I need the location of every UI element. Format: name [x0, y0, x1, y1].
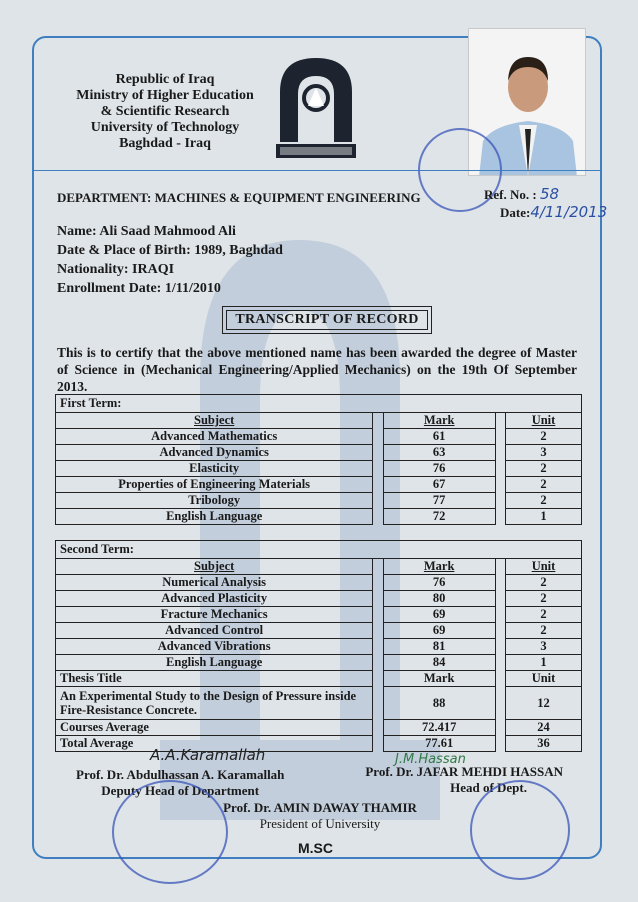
table-row: [56, 655, 582, 671]
unit-cell: 2: [506, 461, 582, 477]
thesis-title: An Experimental Study to the Design of Pressure inside Fire-Resistance Concrete.: [56, 687, 373, 720]
table-row: [56, 639, 582, 655]
table-row: [56, 445, 582, 461]
transcript-title: TRANSCRIPT OF RECORD: [226, 310, 428, 330]
student-info: [57, 222, 283, 298]
unit-cell: 1: [506, 509, 582, 525]
mark-cell: 77: [383, 493, 495, 509]
mark-cell: 76: [383, 461, 495, 477]
president-block: [205, 800, 435, 832]
column-subject: Subject: [56, 559, 373, 575]
subject-cell: Tribology: [56, 493, 373, 509]
unit-cell: 2: [506, 607, 582, 623]
thesis-label: Thesis Title: [56, 671, 373, 687]
signature-right: J.M.Hassan: [395, 752, 466, 767]
column-subject: Subject: [56, 413, 373, 429]
student-enrollment: Enrollment Date: 1/11/2010: [57, 281, 221, 296]
president-title: President of University: [259, 816, 381, 831]
student-name: Name: Ali Saad Mahmood Ali: [57, 224, 236, 239]
subject-cell: Advanced Mathematics: [56, 429, 373, 445]
president-name: Prof. Dr. AMIN DAWAY THAMIR: [223, 800, 417, 815]
ref-label: Ref. No. :: [484, 187, 537, 202]
unit-cell: 2: [506, 591, 582, 607]
mark-cell: 72: [383, 509, 495, 525]
courses-average-mark: 72.417: [383, 720, 495, 736]
signature-left: A.A.Karamallah: [150, 746, 266, 764]
column-unit: Unit: [506, 413, 582, 429]
total-average-unit: 36: [506, 736, 582, 752]
column-mark: Mark: [383, 559, 495, 575]
header-line: Baghdad - Iraq: [119, 136, 211, 151]
ref-number: 58: [539, 185, 560, 203]
subject-cell: English Language: [56, 655, 373, 671]
student-birth: Date & Place of Birth: 1989, Baghdad: [57, 243, 283, 258]
second-term-table: [55, 540, 582, 752]
table-row: [56, 623, 582, 639]
subject-cell: Fracture Mechanics: [56, 607, 373, 623]
unit-cell: 2: [506, 429, 582, 445]
header-line: Republic of Iraq: [115, 72, 215, 87]
subject-cell: English Language: [56, 509, 373, 525]
unit-cell: 2: [506, 575, 582, 591]
table-row: [56, 607, 582, 623]
date-label: Date:: [500, 205, 531, 220]
head-of-dept-name: Prof. Dr. JAFAR MEHDI HASSAN: [365, 764, 563, 779]
subject-cell: Advanced Control: [56, 623, 373, 639]
thesis-unit: 12: [506, 687, 582, 720]
deputy-stamp: [112, 780, 228, 884]
certification-text: This is to certify that the above mentioned name has been awarded the degree of Master of Science in (Mechanical Engineering/Applied Mechanics) on the 19th Of September 2013.: [57, 345, 577, 394]
deputy-head-title: Deputy Head of Department: [101, 783, 260, 798]
table-row: [56, 477, 582, 493]
head-of-dept-stamp: [470, 780, 570, 880]
deputy-head-name: Prof. Dr. Abdulhassan A. Karamallah: [76, 767, 285, 782]
unit-cell: 3: [506, 639, 582, 655]
department-title: DEPARTMENT: MACHINES & EQUIPMENT ENGINEERING: [57, 190, 421, 205]
table-row: [56, 461, 582, 477]
table-row: [56, 493, 582, 509]
mark-cell: 81: [383, 639, 495, 655]
mark-cell: 61: [383, 429, 495, 445]
courses-average-unit: 24: [506, 720, 582, 736]
mark-cell: 84: [383, 655, 495, 671]
unit-cell: 1: [506, 655, 582, 671]
mark-cell: 80: [383, 591, 495, 607]
mark-cell: 63: [383, 445, 495, 461]
subject-cell: Elasticity: [56, 461, 373, 477]
transcript-title-box: [222, 306, 432, 334]
issuer-header: [75, 72, 255, 152]
first-term-table: [55, 394, 582, 525]
mark-cell: 69: [383, 623, 495, 639]
column-mark: Mark: [383, 413, 495, 429]
mark-cell: 69: [383, 607, 495, 623]
total-average-mark: 77.61: [383, 736, 495, 752]
table-row: [56, 509, 582, 525]
university-logo-icon: [270, 52, 362, 160]
unit-cell: 3: [506, 445, 582, 461]
header-line: & Scientific Research: [100, 104, 230, 119]
reference-block: [484, 185, 607, 221]
courses-average-label: Courses Average: [56, 720, 373, 736]
mark-cell: 76: [383, 575, 495, 591]
subject-cell: Properties of Engineering Materials: [56, 477, 373, 493]
unit-cell: 2: [506, 493, 582, 509]
subject-cell: Numerical Analysis: [56, 575, 373, 591]
unit-cell: 2: [506, 623, 582, 639]
thesis-mark-label: Mark: [383, 671, 495, 687]
header-divider: [34, 170, 600, 171]
subject-cell: Advanced Plasticity: [56, 591, 373, 607]
degree-footer: M.SC: [298, 840, 333, 856]
total-average-label: Total Average: [56, 736, 373, 752]
first-term-label: First Term:: [56, 395, 582, 413]
student-nationality: Nationality: IRAQI: [57, 262, 175, 277]
date-value: 4/11/2013: [530, 203, 608, 221]
second-term-label: Second Term:: [56, 541, 582, 559]
header-line: Ministry of Higher Education: [76, 88, 254, 103]
table-row: [56, 591, 582, 607]
column-unit: Unit: [506, 559, 582, 575]
thesis-mark: 88: [383, 687, 495, 720]
unit-cell: 2: [506, 477, 582, 493]
subject-cell: Advanced Vibrations: [56, 639, 373, 655]
thesis-unit-label: Unit: [506, 671, 582, 687]
subject-cell: Advanced Dynamics: [56, 445, 373, 461]
head-of-dept-title: Head of Dept.: [450, 780, 527, 795]
table-row: [56, 429, 582, 445]
mark-cell: 67: [383, 477, 495, 493]
table-row: [56, 575, 582, 591]
header-line: University of Technology: [90, 120, 240, 135]
